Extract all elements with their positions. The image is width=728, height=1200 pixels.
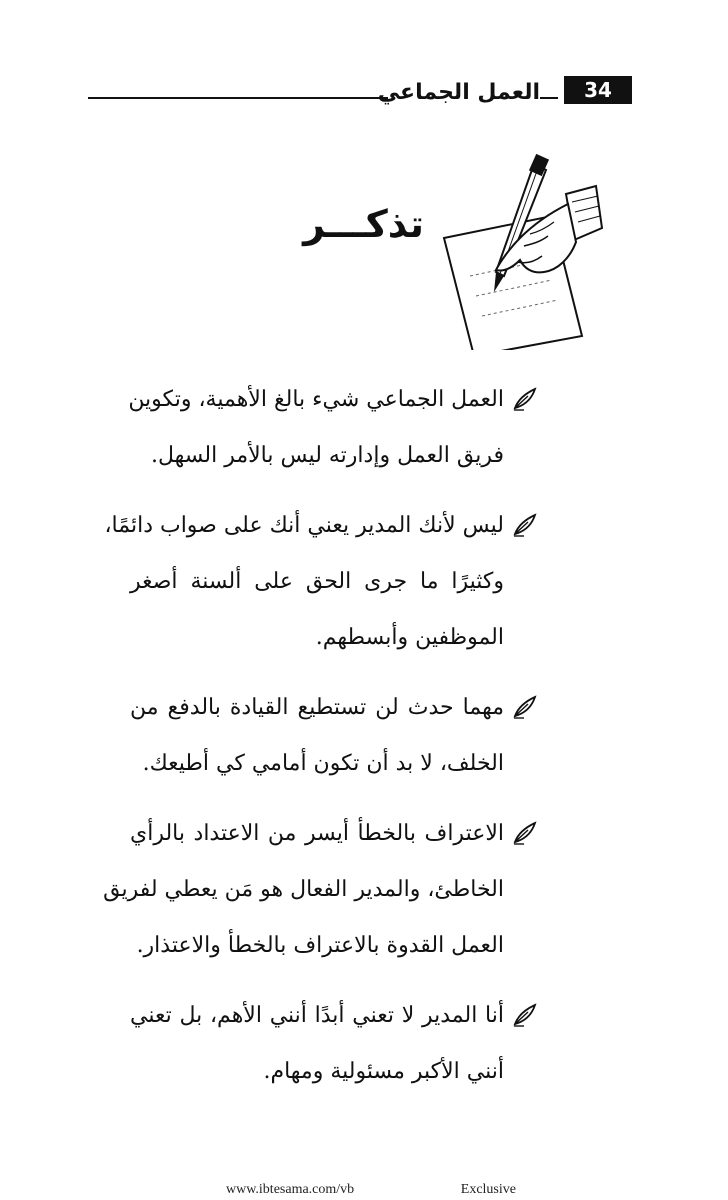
footer-tag: Exclusive [460, 1182, 516, 1197]
note-item [130, 372, 538, 484]
page-header [88, 68, 644, 112]
note-item [130, 988, 538, 1100]
note-line: الخاطئ، والمدير الفعال هو مَن يعطي لفريق [103, 877, 504, 902]
quill-pen-icon [512, 820, 538, 846]
note-line: أنا المدير لا تعني أبدًا أنني الأهم، بل تعني [130, 1003, 504, 1028]
footer-url: www.ibtesama.com/vb [226, 1182, 355, 1197]
note-line: الاعتراف بالخطأ أيسر من الاعتداد بالرأي [130, 821, 504, 846]
quill-pen-icon [512, 512, 538, 538]
notes-list [103, 372, 538, 1114]
note-item [104, 498, 538, 666]
note-line: العمل الجماعي شيء بالغ الأهمية، وتكوين [128, 387, 504, 412]
note-item [103, 806, 538, 974]
page-number: 34 [564, 76, 632, 104]
section-title: تذكـــر [303, 202, 424, 246]
note-line: العمل القدوة بالاعتراف بالخطأ والاعتذار. [136, 933, 504, 958]
note-line: أنني الأكبر مسئولية ومهام. [263, 1059, 504, 1084]
quill-pen-icon [512, 1002, 538, 1028]
page-footer [226, 1180, 516, 1200]
quill-pen-icon [512, 386, 538, 412]
note-line: الموظفين وأبسطهم. [315, 625, 504, 650]
quill-pen-icon [512, 694, 538, 720]
note-line: مهما حدث لن تستطيع القيادة بالدفع من [130, 695, 504, 720]
header-rule-short [540, 97, 558, 99]
note-line: وكثيرًا ما جرى الحق على ألسنة أصغر [130, 569, 504, 594]
note-line: ليس لأنك المدير يعني أنك على صواب دائمًا، [104, 513, 504, 538]
hand-writing-with-pen-icon [434, 150, 604, 350]
header-rule [88, 97, 388, 99]
note-line: الخلف، لا بد أن تكون أمامي كي أطيعك. [142, 751, 504, 776]
chapter-title: العمل الجماعي [377, 80, 540, 105]
note-line: فريق العمل وإدارته ليس بالأمر السهل. [150, 443, 504, 468]
note-item [130, 680, 538, 792]
